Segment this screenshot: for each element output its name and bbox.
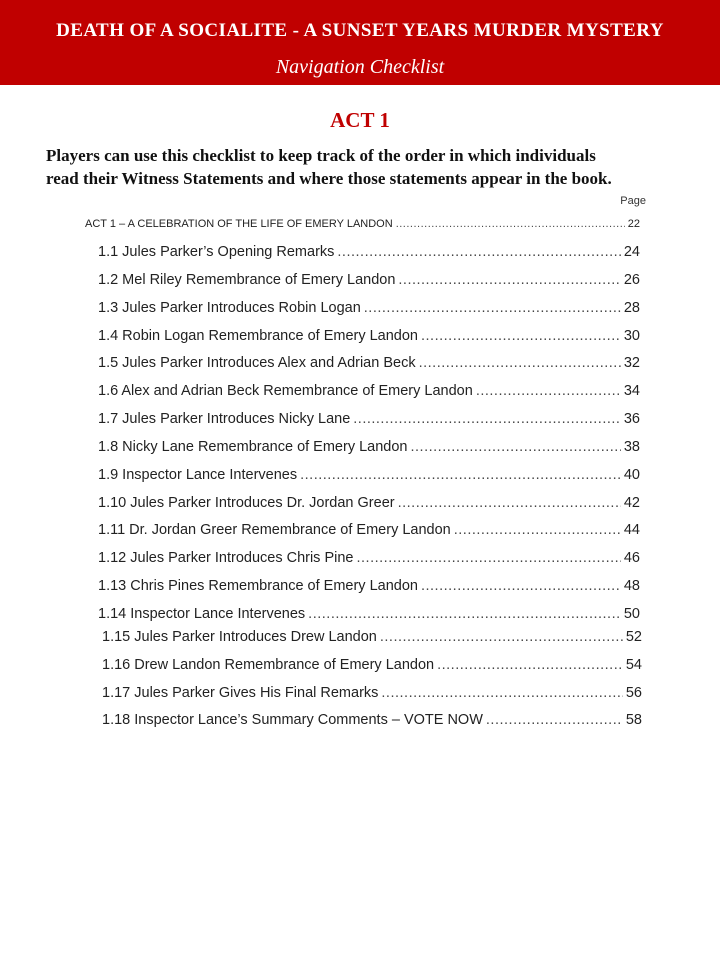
toc-entry [98, 244, 640, 260]
toc-entry [98, 439, 640, 455]
dot-leader [396, 218, 625, 230]
dot-leader [308, 606, 621, 622]
toc-entry-page-number: 54 [625, 657, 642, 673]
toc-entry [102, 657, 642, 673]
toc-entry-label: 1.15 Jules Parker Introduces Drew Landon [102, 629, 377, 645]
toc-entry-label: 1.8 Nicky Lane Remembrance of Emery Landon [98, 439, 408, 455]
toc-entry-label: 1.16 Drew Landon Remembrance of Emery Landon [102, 657, 435, 673]
toc-entry-page-number: 32 [623, 355, 640, 371]
toc-entry-page-number: 34 [623, 383, 640, 399]
dot-leader [437, 657, 623, 673]
toc-entry-page-number: 24 [623, 244, 640, 260]
toc-entry-page-number: 40 [623, 467, 640, 483]
toc-entry [98, 272, 640, 288]
toc-entry [98, 522, 640, 538]
toc-entry-page-number: 52 [625, 629, 642, 645]
toc-entry-label: 1.5 Jules Parker Introduces Alex and Adrian Beck [98, 355, 416, 371]
toc-entry-page-number: 26 [623, 272, 640, 288]
intro-line: Players can use this checklist to keep track of the order in which individuals [46, 146, 596, 165]
toc-entry [98, 411, 640, 427]
dot-leader [398, 495, 621, 511]
intro-line: read their Witness Statements and where those statements appear in the book. [46, 169, 612, 188]
toc-entry [98, 550, 640, 566]
dot-leader [380, 629, 623, 645]
toc-entry [98, 495, 640, 511]
dot-leader [411, 439, 621, 455]
toc-entry-label: 1.6 Alex and Adrian Beck Remembrance of Emery Landon [98, 383, 473, 399]
dot-leader [357, 550, 621, 566]
toc-entry [98, 467, 640, 483]
dot-leader [421, 578, 621, 594]
toc-entry-label: 1.11 Dr. Jordan Greer Remembrance of Emery Landon [98, 522, 451, 538]
header-banner [0, 0, 720, 85]
toc-entry-label: 1.12 Jules Parker Introduces Chris Pine [98, 550, 354, 566]
toc-entry-label: 1.13 Chris Pines Remembrance of Emery Landon [98, 578, 418, 594]
toc-entry-page-number: 58 [625, 712, 642, 728]
toc-entry-label: 1.17 Jules Parker Gives His Final Remarks [102, 685, 379, 701]
dot-leader [454, 522, 621, 538]
toc-entry-label: 1.7 Jules Parker Introduces Nicky Lane [98, 411, 351, 427]
toc-entry-page-number: 56 [625, 685, 642, 701]
toc-entry-label: 1.3 Jules Parker Introduces Robin Logan [98, 300, 361, 316]
dot-leader [476, 383, 621, 399]
toc-entry-page-number: 22 [627, 218, 640, 230]
toc-entry-label: ACT 1 – A CELEBRATION OF THE LIFE OF EMERY LANDON [85, 218, 393, 230]
toc-entry-page-number: 42 [623, 495, 640, 511]
dot-leader [421, 328, 621, 344]
toc-entry-page-number: 46 [623, 550, 640, 566]
toc-entry [98, 300, 640, 316]
dot-leader [419, 355, 621, 371]
toc-entry-page-number: 44 [623, 522, 640, 538]
toc-entry [98, 606, 640, 622]
toc-entry-label: 1.2 Mel Riley Remembrance of Emery Landon [98, 272, 396, 288]
toc-entry [98, 355, 640, 371]
dot-leader [300, 467, 621, 483]
toc-entry-label: 1.10 Jules Parker Introduces Dr. Jordan Greer [98, 495, 395, 511]
toc-act-entry [85, 218, 640, 230]
toc-entry-page-number: 28 [623, 300, 640, 316]
document-title: DEATH OF A SOCIALITE - A SUNSET YEARS MURDER MYSTERY [56, 20, 664, 41]
toc-entry [102, 712, 642, 728]
toc-entry [98, 578, 640, 594]
toc-entry [102, 629, 642, 645]
dot-leader [353, 411, 621, 427]
toc-entry-label: 1.1 Jules Parker’s Opening Remarks [98, 244, 335, 260]
toc-entry [98, 328, 640, 344]
dot-leader [398, 272, 620, 288]
dot-leader [381, 685, 622, 701]
toc-entry-label: 1.9 Inspector Lance Intervenes [98, 467, 298, 483]
toc-entry-page-number: 48 [623, 578, 640, 594]
toc-entry-page-number: 30 [623, 328, 640, 344]
page-column-label: Page [620, 195, 646, 207]
toc-entry-page-number: 36 [623, 411, 640, 427]
toc-entry [102, 685, 642, 701]
document-subtitle: Navigation Checklist [275, 56, 445, 78]
toc-entry [98, 383, 640, 399]
intro-paragraph [46, 144, 686, 190]
dot-leader [486, 712, 623, 728]
toc-entry-label: 1.4 Robin Logan Remembrance of Emery Landon [98, 328, 418, 344]
toc-entry-label: 1.14 Inspector Lance Intervenes [98, 606, 306, 622]
dot-leader [337, 244, 620, 260]
dot-leader [364, 300, 621, 316]
act-heading: ACT 1 [330, 108, 390, 132]
toc-entry-page-number: 38 [623, 439, 640, 455]
toc-entry-page-number: 50 [623, 606, 640, 622]
toc-entry-label: 1.18 Inspector Lance’s Summary Comments – VOTE NOW [102, 712, 483, 728]
